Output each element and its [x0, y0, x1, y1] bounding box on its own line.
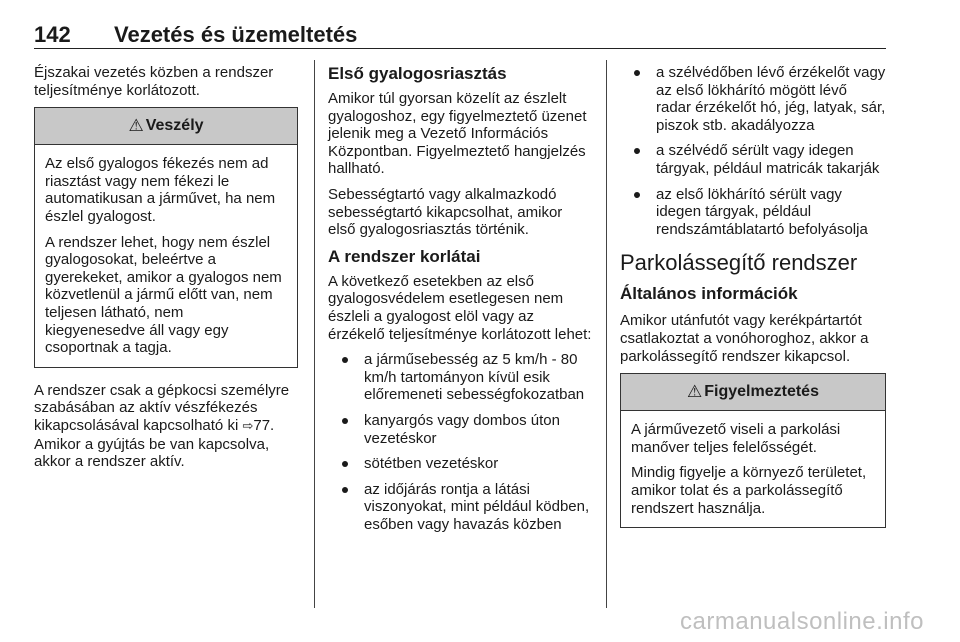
page-reference-arrow-icon: ⇨	[242, 418, 254, 434]
danger-box	[34, 107, 298, 368]
alert-paragraph-2: Sebességtartó vagy alkalmazkodó sebességtartó kikapcsolhat, amikor első gyalogosriasztás történik.	[328, 185, 563, 239]
warning-paragraph-1: A járművezető viseli a parkolási manőver teljes felelősségét.	[631, 421, 841, 456]
list-item: a szélvédőben lévő érzékelőt vagy az első lökhárító mögött lévő radar érzékelőt hó, jég, latyak, sár, piszok stb. akadályozza	[620, 64, 886, 134]
list-item: a járműsebesség az 5 km/h - 80 km/h tartományon kívül esik előremeneti sebességfokozatban	[328, 351, 592, 404]
warning-box-header	[621, 374, 885, 411]
intro-paragraph: Éjszakai vezetés közben a rendszer teljesítménye korlátozott.	[34, 64, 274, 99]
watermark: carmanualsonline.info	[680, 608, 924, 635]
list-item: sötétben vezetéskor	[328, 455, 592, 473]
heading-general-information: Általános információk	[620, 284, 798, 304]
column-2	[328, 64, 592, 541]
danger-box-body	[35, 145, 297, 367]
danger-box-title: Veszély	[145, 117, 204, 135]
warning-box-body	[621, 411, 885, 527]
warning-box	[620, 373, 886, 528]
page-header	[34, 18, 886, 50]
column-divider-2	[606, 60, 607, 608]
section-title-parking-assist: Parkolássegítő rendszer	[620, 250, 858, 276]
general-paragraph: Amikor utánfutót vagy kerékpártartót csatlakoztat a vonóhoroghoz, akkor a parkolássegítő rendszer kikapcsol.	[620, 312, 869, 365]
warning-triangle-icon: ⚠	[687, 382, 703, 402]
heading-pedestrian-alert: Első gyalogosriasztás	[328, 64, 507, 83]
deactivation-text: A rendszer csak a gépkocsi személyre szabásában az aktív vészfékezés kikapcsolásával kapcsolható ki	[34, 381, 290, 434]
ignition-text: . Amikor a gyújtás be van kapcsolva, akkor a rendszer aktív.	[34, 416, 275, 471]
danger-box-header	[35, 108, 297, 145]
limits-intro: A következő esetekben az első gyalogosvédelem esetlegesen nem észleli a gyalogost elöl vagy az érzékelő teljesítménye korlátozott lehet:	[328, 272, 592, 343]
danger-paragraph-2: A rendszer lehet, hogy nem észlel gyalogosokat, beleértve a gyerekeket, amikor a gyalogos nem közvetlenül a jármű előtt van, nem teljesen látható, nem kiegyenesedve áll vagy egy csoportnak a tagja.	[45, 233, 282, 357]
danger-paragraph-1: Az első gyalogos fékezés nem ad riasztást vagy nem fékezi le automatikusan a járművet, ha nem észlel gyalogost.	[45, 155, 276, 225]
warning-triangle-icon: ⚠	[128, 116, 144, 136]
warning-box-title: Figyelmeztetés	[704, 383, 819, 401]
alert-paragraph-1: Amikor túl gyorsan közelít az észlelt gyalogoshoz, egy figyelmeztető üzenet jelenik meg a Vezető Információs Központban. Figyelmeztető hangjelzés hallható.	[328, 90, 587, 178]
header-rule	[34, 48, 886, 49]
column-1	[34, 64, 298, 479]
page-reference-link[interactable]: 77	[253, 416, 271, 434]
list-item: az időjárás rontja a látási viszonyokat, mint például ködben, esőben vagy havazás közben	[328, 481, 592, 534]
warning-paragraph-2: Mindig figyelje a környező területet, amikor tolat és a parkolássegítő rendszert használja.	[631, 464, 867, 517]
list-item: kanyargós vagy dombos úton vezetéskor	[328, 412, 592, 447]
limits-list-continued	[620, 64, 886, 238]
heading-system-limits: A rendszer korlátai	[328, 246, 481, 266]
column-3	[620, 64, 886, 542]
deactivation-paragraph	[34, 382, 298, 471]
column-divider-1	[314, 60, 315, 608]
list-item: az első lökhárító sérült vagy idegen tárgyak, például rendszámtáblatartó befolyásolja	[620, 186, 886, 239]
list-item: a szélvédő sérült vagy idegen tárgyak, például matricák takarják	[620, 142, 886, 177]
chapter-title: Vezetés és üzemeltetés	[114, 22, 358, 47]
limits-list	[328, 351, 592, 533]
page-number: 142	[34, 22, 71, 47]
